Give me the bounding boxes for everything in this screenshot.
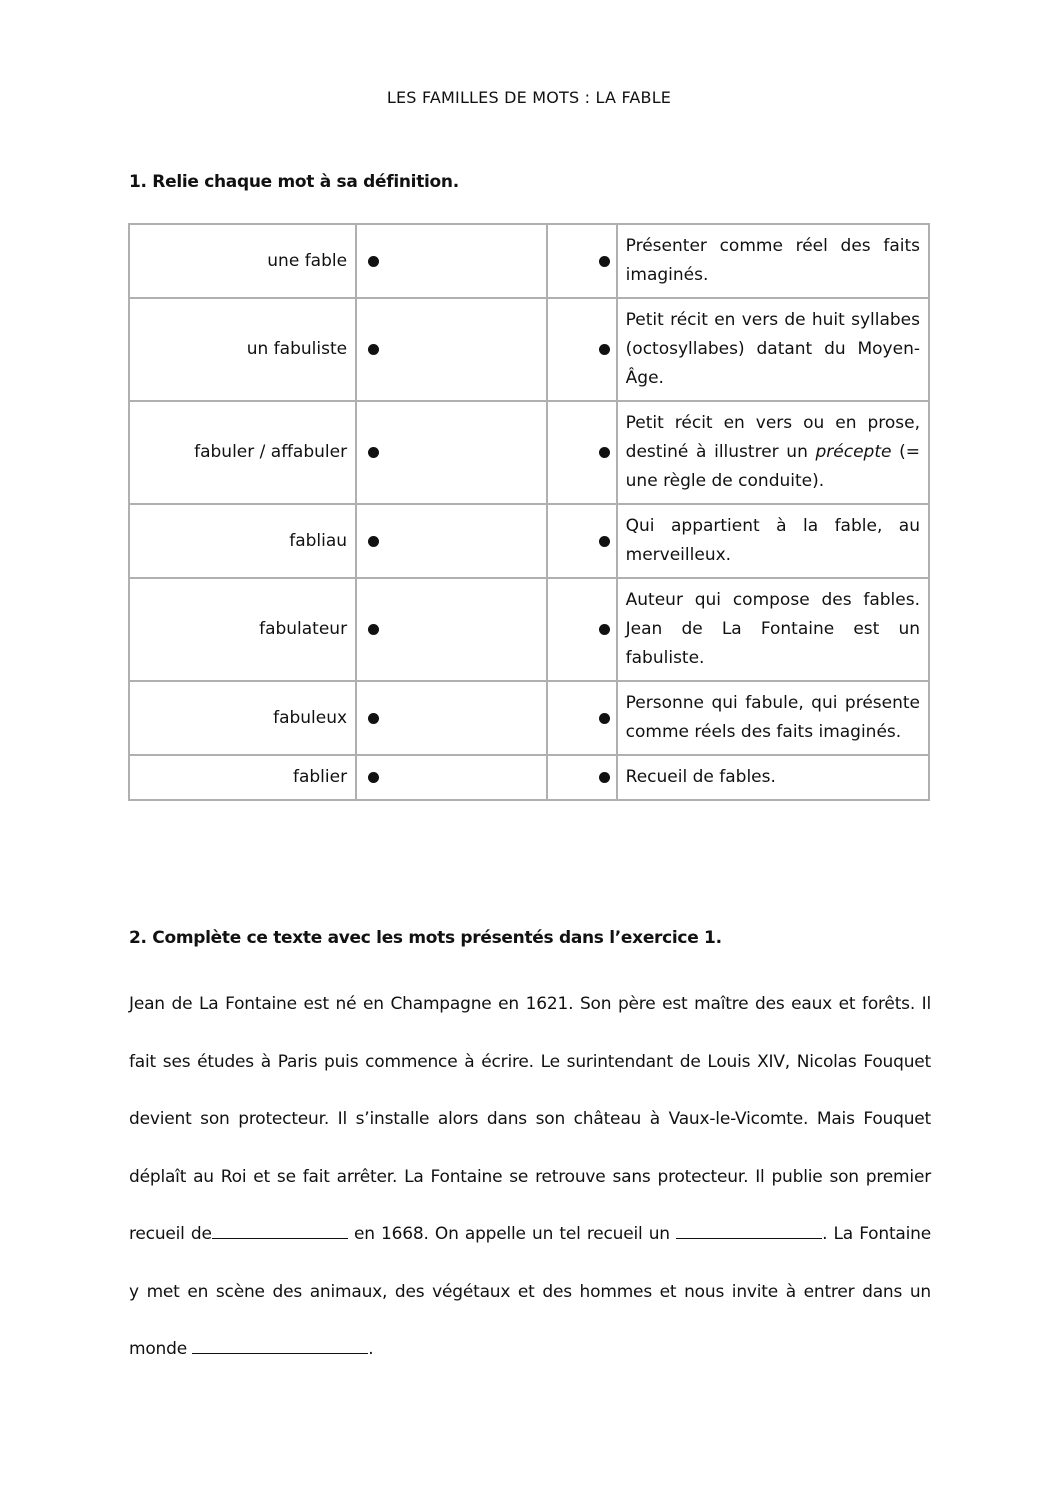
left-dot-icon[interactable]	[368, 713, 379, 724]
left-dot-icon[interactable]	[368, 447, 379, 458]
right-dot-icon[interactable]	[599, 447, 610, 458]
definition-cell: Présenter comme réel des faits imaginés.	[617, 224, 929, 298]
table-row	[129, 401, 929, 504]
word-cell: fabulateur	[129, 578, 356, 681]
word-cell: une fable	[129, 224, 356, 298]
word-cell: fabliau	[129, 504, 356, 578]
left-dot-icon[interactable]	[368, 256, 379, 267]
definition-cell: Recueil de fables.	[617, 755, 929, 800]
left-dot-icon[interactable]	[368, 772, 379, 783]
definition-cell: Qui appartient à la fable, au merveilleux.	[617, 504, 929, 578]
right-dot-icon[interactable]	[599, 772, 610, 783]
table-row	[129, 681, 929, 755]
right-dot-icon[interactable]	[599, 713, 610, 724]
table-row	[129, 298, 929, 401]
page-title: LES FAMILLES DE MOTS : LA FABLE	[386, 88, 672, 107]
word-cell: un fabuliste	[129, 298, 356, 401]
word-cell: fabuleux	[129, 681, 356, 755]
table-row	[129, 755, 929, 800]
blank-field-3[interactable]	[192, 1335, 368, 1354]
table-row	[129, 224, 929, 298]
exercise-2-heading: 2. Complète ce texte avec les mots présentés dans l’exercice 1.	[129, 928, 722, 948]
matching-table	[128, 223, 930, 801]
left-dot-icon[interactable]	[368, 536, 379, 547]
right-dot-icon[interactable]	[599, 624, 610, 635]
right-dot-icon[interactable]	[599, 536, 610, 547]
right-dot-icon[interactable]	[599, 256, 610, 267]
definition-cell: Petit récit en vers ou en prose, destiné à illustrer un précepte (= une règle de conduite).	[617, 401, 929, 504]
right-dot-icon[interactable]	[599, 344, 610, 355]
left-dot-icon[interactable]	[368, 624, 379, 635]
blank-field-2[interactable]	[676, 1220, 822, 1239]
definition-cell: Auteur qui compose des fables. Jean de La Fontaine est un fabuliste.	[617, 578, 929, 681]
table-row	[129, 578, 929, 681]
word-cell: fabuler / affabuler	[129, 401, 356, 504]
definition-cell: Personne qui fabule, qui présente comme réels des faits imaginés.	[617, 681, 929, 755]
fill-in-paragraph: Jean de La Fontaine est né en Champagne en 1621. Son père est maître des eaux et forêts. Il fait ses études à Paris puis commence à écrire. Le surintendant de Louis XIV, Nicolas Fouquet devient son protecteur. Il s’installe alors dans son château à Vaux-le-Vicomte. Mais Fouquet déplaît au Roi et se fait arrêter. La Fontaine se retrouve sans protecteur. Il publie son premier recueil de en 1668. On appelle un tel recueil un . La Fontaine y met en scène des animaux, des végétaux et des hommes et nous invite à entrer dans un monde .	[129, 994, 931, 1359]
left-dot-icon[interactable]	[368, 344, 379, 355]
definition-cell: Petit récit en vers de huit syllabes (octosyllabes) datant du Moyen-Âge.	[617, 298, 929, 401]
exercise-1-heading: 1. Relie chaque mot à sa définition.	[129, 172, 459, 192]
blank-field-1[interactable]	[212, 1220, 348, 1239]
precepte-term: précepte	[815, 442, 892, 462]
table-row	[129, 504, 929, 578]
word-cell: fablier	[129, 755, 356, 800]
